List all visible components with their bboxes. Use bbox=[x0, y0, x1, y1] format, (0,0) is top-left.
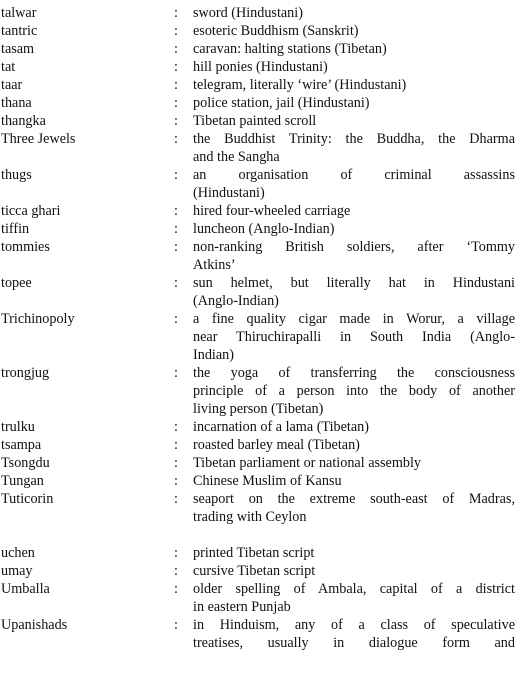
definition-line: police station, jail (Hindustani) bbox=[193, 95, 370, 111]
glossary-definition bbox=[193, 616, 515, 652]
glossary-entry bbox=[0, 490, 516, 526]
glossary-term: thugs bbox=[1, 167, 32, 183]
glossary-definition bbox=[193, 274, 515, 310]
glossary-term: Three Jewels bbox=[1, 131, 76, 147]
definition-line: incarnation of a lama (Tibetan) bbox=[193, 419, 369, 435]
definition-line: telegram, literally ‘wire’ (Hindustani) bbox=[193, 77, 407, 93]
glossary-separator: : bbox=[174, 617, 178, 633]
definition-line: (Hindustani) bbox=[193, 185, 265, 201]
definition-line: sun helmet, but literally hat in Hindustani bbox=[193, 275, 515, 291]
glossary-term: tsampa bbox=[1, 437, 42, 453]
glossary-definition bbox=[193, 166, 515, 202]
glossary-entry bbox=[0, 616, 516, 652]
glossary-entry bbox=[0, 40, 516, 58]
glossary-separator: : bbox=[174, 545, 178, 561]
glossary-entry bbox=[0, 130, 516, 166]
definition-line: an organisation of criminal assassins bbox=[193, 167, 515, 183]
glossary-definition bbox=[193, 112, 515, 130]
glossary-separator: : bbox=[174, 167, 178, 183]
glossary-entry bbox=[0, 364, 516, 418]
glossary-definition bbox=[193, 22, 515, 40]
glossary-definition bbox=[193, 202, 515, 220]
glossary-definition bbox=[193, 130, 515, 166]
glossary-entry bbox=[0, 22, 516, 40]
definition-line: caravan: halting stations (Tibetan) bbox=[193, 41, 387, 57]
glossary-separator: : bbox=[174, 473, 178, 489]
glossary-term: tantric bbox=[1, 23, 38, 39]
glossary-separator: : bbox=[174, 455, 178, 471]
glossary-definition bbox=[193, 562, 515, 580]
definition-line: hired four-wheeled carriage bbox=[193, 203, 351, 219]
glossary-definition bbox=[193, 490, 515, 526]
glossary-definition bbox=[193, 76, 515, 94]
glossary-term: tasam bbox=[1, 41, 35, 57]
glossary-entry bbox=[0, 472, 516, 490]
glossary-entry bbox=[0, 454, 516, 472]
glossary-separator: : bbox=[174, 41, 178, 57]
glossary-entry bbox=[0, 238, 516, 274]
glossary-term: Trichinopoly bbox=[1, 311, 75, 327]
definition-line: non-ranking British soldiers, after ‘Tommy bbox=[193, 239, 515, 255]
glossary-term: Tungan bbox=[1, 473, 44, 489]
glossary-definition bbox=[193, 580, 515, 616]
definition-line: seaport on the extreme south-east of Madras, bbox=[193, 491, 515, 507]
definition-line: living person (Tibetan) bbox=[193, 401, 324, 417]
definition-line: esoteric Buddhism (Sanskrit) bbox=[193, 23, 359, 39]
glossary-entry bbox=[0, 544, 516, 562]
glossary-definition bbox=[193, 454, 515, 472]
glossary-separator: : bbox=[174, 419, 178, 435]
definition-line: treatises, usually in dialogue form and bbox=[193, 635, 515, 651]
glossary-separator: : bbox=[174, 563, 178, 579]
glossary-entry bbox=[0, 220, 516, 238]
glossary-entry bbox=[0, 418, 516, 436]
glossary-term: tat bbox=[1, 59, 16, 75]
glossary-term: Umballa bbox=[1, 581, 50, 597]
glossary-entry bbox=[0, 94, 516, 112]
definition-line: in eastern Punjab bbox=[193, 599, 291, 615]
glossary-definition bbox=[193, 40, 515, 58]
glossary-separator: : bbox=[174, 77, 178, 93]
definition-line: printed Tibetan script bbox=[193, 545, 315, 561]
definition-line: Tibetan painted scroll bbox=[193, 113, 317, 129]
glossary-term: thana bbox=[1, 95, 32, 111]
glossary-term: ticca ghari bbox=[1, 203, 61, 219]
glossary-definition bbox=[193, 472, 515, 490]
glossary-entry bbox=[0, 436, 516, 454]
definition-line: principle of a person into the body of another bbox=[193, 383, 515, 399]
glossary-separator: : bbox=[174, 275, 178, 291]
glossary-entry bbox=[0, 112, 516, 130]
glossary-separator: : bbox=[174, 491, 178, 507]
definition-line: and the Sangha bbox=[193, 149, 280, 165]
glossary-entry bbox=[0, 166, 516, 202]
glossary-separator: : bbox=[174, 23, 178, 39]
glossary-separator: : bbox=[174, 239, 178, 255]
definition-line: cursive Tibetan script bbox=[193, 563, 316, 579]
glossary-definition bbox=[193, 436, 515, 454]
glossary-separator: : bbox=[174, 95, 178, 111]
glossary-term: tiffin bbox=[1, 221, 30, 237]
glossary-entry bbox=[0, 562, 516, 580]
glossary-definition bbox=[193, 310, 515, 364]
glossary-entry bbox=[0, 580, 516, 616]
definition-line: in Hinduism, any of a class of speculative bbox=[193, 617, 515, 633]
glossary-separator: : bbox=[174, 59, 178, 75]
glossary-term: Tuticorin bbox=[1, 491, 54, 507]
glossary-separator: : bbox=[174, 203, 178, 219]
definition-line: near Thiruchirapalli in South India (Anglo- bbox=[193, 329, 515, 345]
glossary-term: trulku bbox=[1, 419, 35, 435]
glossary-term: thangka bbox=[1, 113, 46, 129]
definition-line: a fine quality cigar made in Worur, a village bbox=[193, 311, 515, 327]
definition-line: older spelling of Ambala, capital of a district bbox=[193, 581, 515, 597]
glossary-term: Tsongdu bbox=[1, 455, 50, 471]
glossary-separator: : bbox=[174, 221, 178, 237]
definition-line: Chinese Muslim of Kansu bbox=[193, 473, 342, 489]
definition-line: Tibetan parliament or national assembly bbox=[193, 455, 422, 471]
glossary-separator: : bbox=[174, 311, 178, 327]
glossary-entry bbox=[0, 274, 516, 310]
glossary-separator: : bbox=[174, 5, 178, 21]
glossary-definition bbox=[193, 4, 515, 22]
definition-line: the yoga of transferring the consciousness bbox=[193, 365, 515, 381]
glossary-definition bbox=[193, 544, 515, 562]
definition-line: (Anglo-Indian) bbox=[193, 293, 279, 309]
glossary-entry bbox=[0, 76, 516, 94]
glossary-term: topee bbox=[1, 275, 32, 291]
glossary-separator: : bbox=[174, 131, 178, 147]
glossary-term: taar bbox=[1, 77, 23, 93]
definition-line: sword (Hindustani) bbox=[193, 5, 303, 21]
glossary-entry bbox=[0, 310, 516, 364]
glossary-separator: : bbox=[174, 581, 178, 597]
definition-line: Atkins’ bbox=[193, 257, 236, 273]
glossary-term: talwar bbox=[1, 5, 37, 21]
definition-line: the Buddhist Trinity: the Buddha, the Dharma bbox=[193, 131, 515, 147]
definition-line: roasted barley meal (Tibetan) bbox=[193, 437, 360, 453]
glossary-entry bbox=[0, 4, 516, 22]
glossary-definition bbox=[193, 220, 515, 238]
glossary-definition bbox=[193, 94, 515, 112]
definition-line: hill ponies (Hindustani) bbox=[193, 59, 328, 75]
glossary-separator: : bbox=[174, 365, 178, 381]
glossary-entry bbox=[0, 202, 516, 220]
glossary-term: trongjug bbox=[1, 365, 50, 381]
glossary-separator: : bbox=[174, 113, 178, 129]
glossary-definition bbox=[193, 58, 515, 76]
glossary-term: uchen bbox=[1, 545, 35, 561]
glossary-entry bbox=[0, 58, 516, 76]
definition-line: Indian) bbox=[193, 347, 234, 363]
definition-line: trading with Ceylon bbox=[193, 509, 307, 525]
glossary-term: Upanishads bbox=[1, 617, 68, 633]
glossary-definition bbox=[193, 238, 515, 274]
glossary-definition bbox=[193, 364, 515, 418]
glossary-definition bbox=[193, 418, 515, 436]
definition-line: luncheon (Anglo-Indian) bbox=[193, 221, 335, 237]
glossary-term: umay bbox=[1, 563, 33, 579]
glossary-term: tommies bbox=[1, 239, 50, 255]
glossary-separator: : bbox=[174, 437, 178, 453]
